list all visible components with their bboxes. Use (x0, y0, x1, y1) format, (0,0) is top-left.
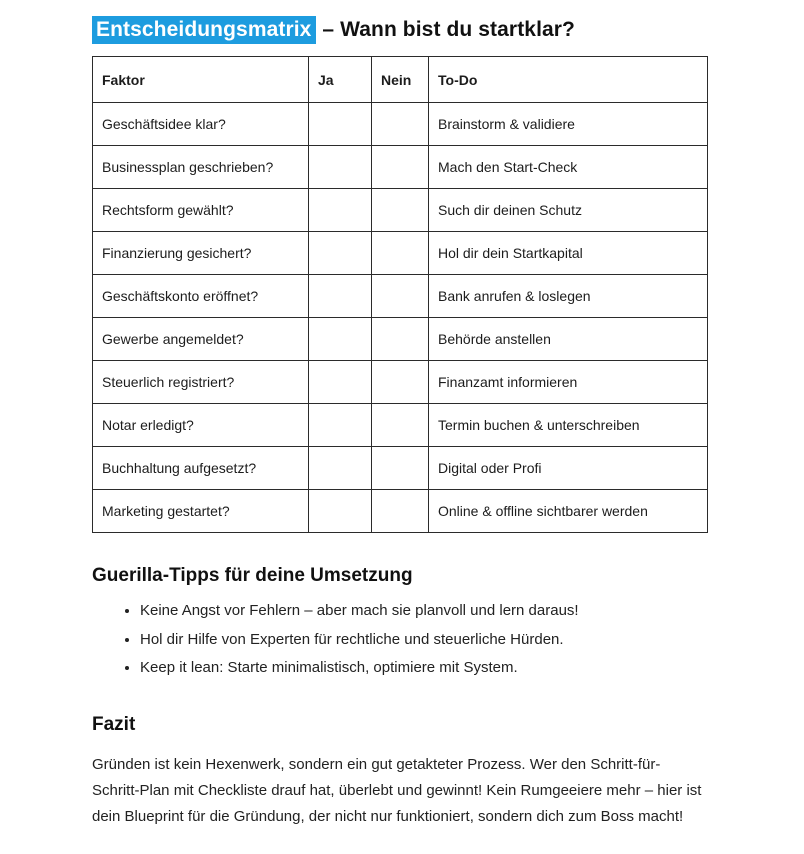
list-item: • Keine Angst vor Fehlern – aber mach sie planvoll und lern daraus! (140, 601, 707, 621)
nein-cell (372, 318, 429, 361)
todo-cell: Bank anrufen & loslegen (429, 275, 708, 318)
tips-list (92, 601, 707, 678)
ja-cell (309, 447, 372, 490)
nein-cell (372, 361, 429, 404)
decision-matrix-table (92, 56, 708, 533)
faktor-cell: Steuerlich registriert? (93, 361, 309, 404)
col-header-nein: Nein (372, 57, 429, 103)
faktor-cell: Gewerbe angemeldet? (93, 318, 309, 361)
table-row (93, 103, 708, 146)
todo-cell: Hol dir dein Startkapital (429, 232, 708, 275)
list-item: • Keep it lean: Starte minimalistisch, optimiere mit System. (140, 658, 707, 678)
ja-cell (309, 490, 372, 533)
todo-cell: Mach den Start-Check (429, 146, 708, 189)
table-row (93, 232, 708, 275)
page-title (92, 18, 707, 42)
title-highlight: Entscheidungsmatrix (92, 16, 316, 44)
faktor-cell: Buchhaltung aufgesetzt? (93, 447, 309, 490)
ja-cell (309, 189, 372, 232)
faktor-cell: Notar erledigt? (93, 404, 309, 447)
nein-cell (372, 103, 429, 146)
todo-cell: Digital oder Profi (429, 447, 708, 490)
table-row (93, 146, 708, 189)
ja-cell (309, 318, 372, 361)
todo-cell: Online & offline sichtbarer werden (429, 490, 708, 533)
faktor-cell: Businessplan geschrieben? (93, 146, 309, 189)
todo-cell: Finanzamt informieren (429, 361, 708, 404)
faktor-cell: Geschäftsidee klar? (93, 103, 309, 146)
faktor-cell: Finanzierung gesichert? (93, 232, 309, 275)
todo-cell: Brainstorm & validiere (429, 103, 708, 146)
title-rest: – Wann bist du startklar? (316, 18, 575, 41)
col-header-todo: To-Do (429, 57, 708, 103)
nein-cell (372, 232, 429, 275)
table-row (93, 361, 708, 404)
list-item: • Hol dir Hilfe von Experten für rechtliche und steuerliche Hürden. (140, 630, 707, 650)
table-row (93, 318, 708, 361)
nein-cell (372, 275, 429, 318)
col-header-ja: Ja (309, 57, 372, 103)
faktor-cell: Rechtsform gewählt? (93, 189, 309, 232)
table-row (93, 447, 708, 490)
fazit-paragraph: Gründen ist kein Hexenwerk, sondern ein gut getakteter Prozess. Wer den Schritt-für-Schritt-Plan mit Checkliste drauf hat, überlebt und gewinnt! Kein Rumgeeiere mehr – hier ist dein Blueprint für die Gründung, der nicht nur funktioniert, sondern dich zum Boss macht! (92, 755, 702, 825)
ja-cell (309, 146, 372, 189)
nein-cell (372, 146, 429, 189)
table-header-row (93, 57, 708, 103)
table-row (93, 189, 708, 232)
tips-heading: Guerilla-Tipps für deine Umsetzung (92, 565, 413, 586)
ja-cell (309, 103, 372, 146)
nein-cell (372, 447, 429, 490)
fazit-heading: Fazit (92, 713, 136, 735)
ja-cell (309, 361, 372, 404)
col-header-faktor: Faktor (93, 57, 309, 103)
nein-cell (372, 404, 429, 447)
todo-cell: Behörde anstellen (429, 318, 708, 361)
todo-cell: Termin buchen & unterschreiben (429, 404, 708, 447)
ja-cell (309, 404, 372, 447)
faktor-cell: Marketing gestartet? (93, 490, 309, 533)
todo-cell: Such dir deinen Schutz (429, 189, 708, 232)
ja-cell (309, 275, 372, 318)
table-row (93, 275, 708, 318)
nein-cell (372, 490, 429, 533)
ja-cell (309, 232, 372, 275)
nein-cell (372, 189, 429, 232)
table-row (93, 490, 708, 533)
table-row (93, 404, 708, 447)
faktor-cell: Geschäftskonto eröffnet? (93, 275, 309, 318)
